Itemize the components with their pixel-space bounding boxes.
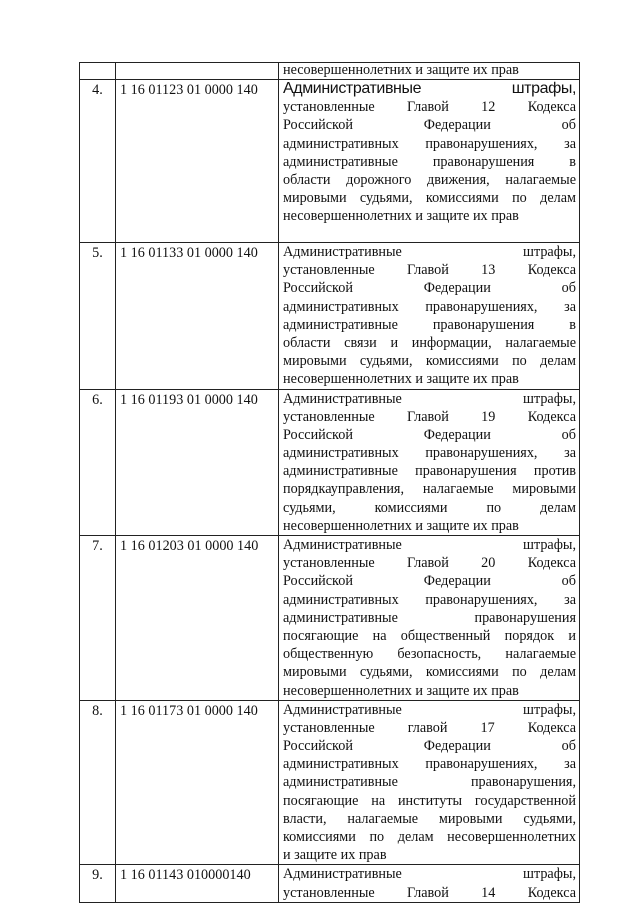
revenue-codes-table: [79, 62, 580, 903]
description-line: несовершеннолетних и защите их прав: [283, 371, 519, 388]
code-cell: 1 16 01123 01 0000 140: [116, 80, 279, 243]
description-line: установленные Главой 14 Кодекса: [283, 884, 576, 901]
description-line: административных правонарушениях, за: [283, 445, 576, 462]
description-line: мировыми судьями, комиссиями по делам: [283, 190, 576, 207]
description-line: установленные Главой 12 Кодекса: [283, 99, 576, 116]
table-row: [80, 865, 580, 902]
description-line: Административные штрафы,: [283, 537, 576, 553]
description-line: Административные штрафы,: [283, 244, 576, 260]
description-line: установленные главой 17 Кодекса: [283, 719, 576, 736]
description-line: мировыми судьями, комиссиями по делам: [283, 353, 576, 370]
description-line: Российской Федерации об: [283, 280, 576, 297]
description-cell: [279, 865, 580, 902]
table-row: [80, 243, 580, 390]
description-cell: [279, 389, 580, 536]
row-number-cell: 5.: [80, 243, 116, 390]
description-line: установленные Главой 13 Кодекса: [283, 262, 576, 279]
description-line: административных правонарушениях, за: [283, 756, 576, 773]
description-line: Российской Федерации об: [283, 117, 576, 134]
description-line: административные правонарушения: [283, 609, 576, 626]
description-line: посягающие на общественный порядок и: [283, 627, 576, 644]
description-line: области связи и информации, налагаемые: [283, 334, 576, 351]
description-line: административных правонарушениях, за: [283, 591, 576, 608]
table-row: [80, 389, 580, 536]
description-line: мировыми судьями, комиссиями по делам: [283, 664, 576, 681]
row-number-cell: [80, 63, 116, 80]
row-number-cell: 8.: [80, 700, 116, 865]
description-line: несовершеннолетних и защите их прав: [283, 63, 519, 78]
description-line: административные правонарушения против: [283, 463, 576, 480]
code-cell: 1 16 01133 01 0000 140: [116, 243, 279, 390]
description-line: несовершеннолетних и защите их прав: [283, 208, 519, 225]
description-line: Российской Федерации об: [283, 738, 576, 755]
description-line: административные правонарушения,: [283, 774, 576, 791]
description-line: административные правонарушения в: [283, 316, 576, 333]
table-body: [80, 63, 580, 903]
description-cell: [279, 700, 580, 865]
description-cell: [279, 536, 580, 701]
code-cell: [116, 63, 279, 80]
table-row-continued: [80, 63, 580, 80]
description-line: несовершеннолетних и защите их прав: [283, 682, 519, 699]
description-line: Административные штрафы,: [283, 80, 576, 97]
description-line: Административные штрафы,: [283, 866, 576, 883]
description-line: Административные штрафы,: [283, 701, 576, 718]
row-number-cell: 4.: [80, 80, 116, 243]
description-cell: [279, 63, 580, 80]
description-line: области дорожного движения, налагаемые: [283, 171, 576, 188]
description-line: Российской Федерации об: [283, 426, 576, 443]
description-line: Административные штрафы,: [283, 390, 576, 407]
row-number-cell: 7.: [80, 536, 116, 701]
description-line: посягающие на институты государственной: [283, 792, 576, 809]
code-cell: 1 16 01143 010000140: [116, 865, 279, 902]
description-line: административных правонарушениях, за: [283, 135, 576, 152]
description-line: и защите их прав: [283, 847, 387, 864]
description-line: порядкауправления, налагаемые мировыми: [283, 481, 576, 498]
description-line: установленные Главой 20 Кодекса: [283, 555, 576, 572]
description-line: власти, налагаемые мировыми судьями,: [283, 810, 576, 827]
description-line: Российской Федерации об: [283, 573, 576, 590]
description-line: административные правонарушения в: [283, 153, 576, 170]
description-line: судьями, комиссиями по делам: [283, 499, 576, 516]
table-row: [80, 700, 580, 865]
description-line: несовершеннолетних и защите их прав: [283, 517, 519, 534]
description-cell: [279, 80, 580, 243]
row-number-cell: 9.: [80, 865, 116, 902]
description-line: общественную безопасность, налагаемые: [283, 646, 576, 663]
code-cell: 1 16 01173 01 0000 140: [116, 700, 279, 865]
description-line: административных правонарушениях, за: [283, 298, 576, 315]
description-line: комиссиями по делам несовершеннолетних: [283, 829, 576, 845]
code-cell: 1 16 01203 01 0000 140: [116, 536, 279, 701]
description-line: установленные Главой 19 Кодекса: [283, 408, 576, 425]
code-cell: 1 16 01193 01 0000 140: [116, 389, 279, 536]
table-row: [80, 536, 580, 701]
description-cell: [279, 243, 580, 390]
row-number-cell: 6.: [80, 389, 116, 536]
table-row: [80, 80, 580, 243]
